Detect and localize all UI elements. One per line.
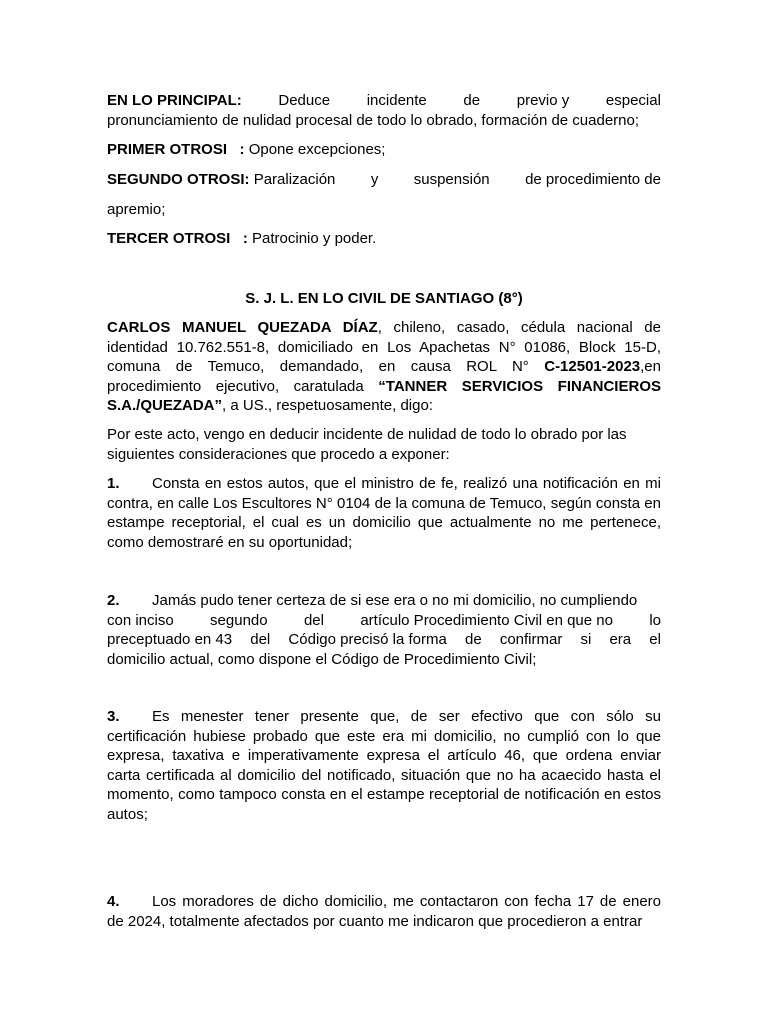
comparecencia-paragraph (107, 318, 661, 416)
paragraph-2-line1-text: Jamás pudo tener certeza de si ese era o no mi domicilio, no cumpliendo (152, 592, 638, 609)
sumilla-segundo-line1 (107, 170, 661, 190)
sumilla-tercer-label: TERCER OTROSI (107, 230, 231, 247)
comparecencia-text-2: ,en procedimiento ejecutivo, caratulada (107, 358, 661, 395)
sumilla-segundo-cont (107, 200, 661, 220)
paragraph-2-word: segundo (210, 611, 268, 629)
sumilla-principal-word: especial (605, 92, 661, 109)
sumilla-segundo-word: de procedimiento de (525, 171, 661, 188)
paragraph-2-word: lo (649, 611, 661, 629)
sumilla-segundo-word: y (370, 171, 379, 188)
paragraph-2-word: del (303, 611, 324, 629)
paragraph-2-word: con inciso (107, 611, 174, 629)
paragraph-4 (107, 892, 661, 931)
intro-paragraph: Por este acto, vengo en deducir incidente de nulidad de todo lo obrado por las siguientes consideraciones que procedo a exponer: (107, 426, 627, 463)
comparecencia-text-1: , chileno, casado, cédula nacional de identidad 10.762.551-8, domiciliado en Los Apachetas N° 01086, Block 15-D, comuna de Temuco, demandado, en causa ROL N° (107, 319, 661, 375)
sumilla-segundo-otrosi (107, 170, 661, 190)
paragraph-number: 2. (107, 592, 120, 609)
sumilla-primer-text: Opone excepciones; (248, 141, 386, 158)
paragraph-number: 3. (107, 708, 120, 725)
sumilla-principal-word: de (463, 92, 481, 109)
paragraph-2-word: artículo Procedimiento Civil en que no (360, 611, 613, 629)
sumilla-primer-otrosi (107, 140, 661, 160)
paragraph-2 (107, 591, 661, 669)
comparecencia-text-3: , a US., respetuosamente, digo: (222, 397, 433, 414)
paragraph-2-word: confirmar (499, 631, 563, 648)
paragraph-2-word: era (609, 631, 632, 648)
paragraph-2-word: si (580, 631, 592, 648)
paragraph-1 (107, 474, 661, 552)
paragraph-2-word: preceptuado en 43 (107, 631, 233, 648)
sumilla-principal (107, 91, 661, 130)
paragraph-2-line2 (107, 611, 661, 631)
paragraph-2-line4: domicilio actual, como dispone el Código de Procedimiento Civil; (107, 650, 537, 668)
sumilla-principal-label: EN LO PRINCIPAL: (107, 92, 242, 109)
sumilla-principal-line2: pronunciamiento de nulidad procesal de todo lo obrado, formación de cuaderno; (107, 111, 640, 129)
paragraph-number: 1. (107, 475, 120, 492)
sumilla-primer-sep: : (239, 141, 245, 158)
sumilla-primer-label: PRIMER OTROSI (107, 141, 228, 158)
paragraph-4-text: Los moradores de dicho domicilio, me contactaron con fecha 17 de enero de 2024, totalmente afectados por cuanto me indicaron que procedieron a entrar (107, 893, 661, 930)
sumilla-tercer-sep: : (242, 230, 248, 247)
sumilla-tercer-text: Patrocinio y poder. (252, 230, 377, 247)
paragraph-2-word: el (649, 631, 661, 648)
sumilla-tercer-otrosi (107, 229, 661, 249)
sumilla-principal-word: previo y (516, 92, 570, 109)
tribunal-heading: S. J. L. EN LO CIVIL DE SANTIAGO (8°) (245, 290, 523, 307)
sumilla-principal-word: incidente (366, 92, 427, 109)
paragraph-3 (107, 707, 661, 824)
sumilla-segundo-line2: apremio; (107, 201, 166, 218)
sumilla-principal-line1 (107, 91, 661, 111)
paragraph-2-word: de (464, 631, 482, 648)
compareciente-name: CARLOS MANUEL QUEZADA DÍAZ (107, 319, 378, 336)
sumilla-segundo-word: suspensión (413, 171, 490, 188)
paragraph-2-line1 (107, 591, 661, 611)
sumilla-segundo-word: Paralización (253, 171, 336, 188)
caratula: “TANNER SERVICIOS FINANCIEROS S.A./QUEZADA” (107, 377, 661, 414)
paragraph-2-word: Código precisó la forma (288, 631, 447, 648)
paragraph-number: 4. (107, 893, 120, 910)
sumilla-principal-word: Deduce (278, 92, 331, 109)
paragraph-1-text: Consta en estos autos, que el ministro de fe, realizó una notificación en mi contra, en calle Los Escultores N° 0104 de la comuna de Temuco, según consta en estampe receptorial, el cual es un domicilio que actualmente no me pertenece, como demostraré en su oportunidad; (107, 475, 661, 551)
paragraph-2-line3 (107, 630, 661, 650)
sumilla-segundo-label: SEGUNDO OTROSI: (107, 171, 250, 188)
rol-number: C-12501-2023 (544, 358, 641, 375)
paragraph-3-text: Es menester tener presente que, de ser efectivo que con sólo su certificación hubiese probado que este era mi domicilio, no cumplió con lo que expresa, taxativa e imperativamente expresa el artículo 46, que ordena enviar carta certificada al domicilio del notificado, situación que no ha acaecido hasta el momento, como tampoco consta en el estampe receptorial de notificación en estos autos; (107, 708, 661, 823)
paragraph-2-word: del (250, 631, 271, 648)
